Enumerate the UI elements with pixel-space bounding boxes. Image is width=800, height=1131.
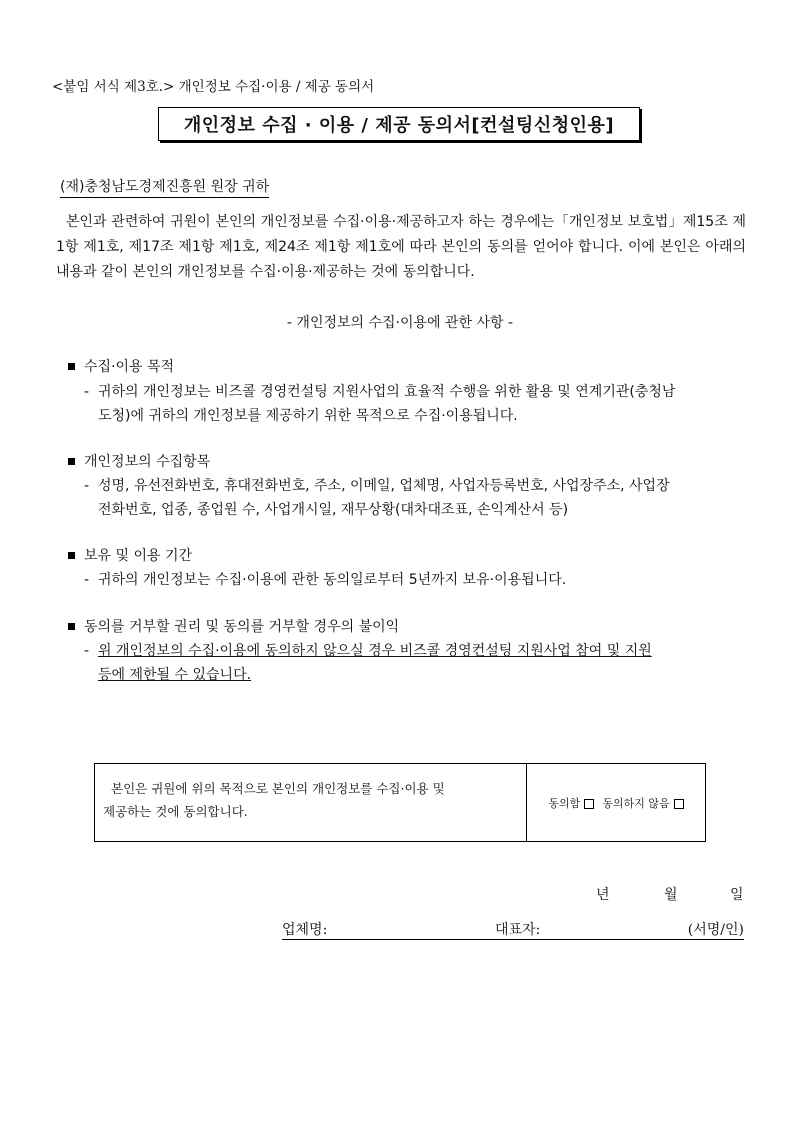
section-heading-items: [68, 451, 210, 471]
intro-paragraph: 본인과 관련하여 귀원이 본인의 개인정보를 수집·이용·제공하고자 하는 경우에는「개인정보 보호법」제15조 제1항 제1호, 제17조 제1항 제1호, 제24조 제1항 제1호에 따라 본인의 동의를 얻어야 합니다. 이에 본인은 아래의 내용과 같이 본인의 개인정보를 수집·이용·제공하는 것에 동의합니다.: [56, 214, 746, 280]
form-reference: <붙임 서식 제3호.> 개인정보 수집·이용 / 제공 동의서: [52, 79, 375, 95]
signature-seal-label: (서명/인): [687, 922, 744, 938]
dash-marker: -: [84, 478, 90, 494]
square-bullet-icon: [68, 363, 75, 370]
date-day: 일: [730, 887, 744, 903]
disagree-label: 동의하지 않음: [602, 796, 670, 810]
section-heading-text: 개인정보의 수집항목: [84, 454, 211, 470]
dash-marker: -: [84, 643, 90, 659]
representative-label: 대표자:: [495, 922, 541, 938]
section-heading-purpose: [68, 356, 174, 376]
dash-marker: -: [84, 384, 90, 400]
section-heading-text: 보유 및 이용 기간: [84, 548, 193, 564]
agree-option[interactable]: [548, 795, 594, 811]
section-body-refusal: [84, 639, 744, 687]
date-month: 월: [664, 887, 678, 903]
section-heading-text: 수집·이용 목적: [84, 359, 175, 375]
section-text-line1: 위 개인정보의 수집·이용에 동의하지 않으실 경우 비즈콜 경영컨설팅 지원사업 참여 및 지원: [98, 643, 652, 659]
square-bullet-icon: [68, 623, 75, 630]
section-text-line1: 귀하의 개인정보는 수집·이용에 관한 동의일로부터 5년까지 보유·이용됩니다.: [98, 572, 567, 588]
agree-label: 동의함: [548, 796, 581, 810]
addressee: (재)충청남도경제진흥원 원장 귀하: [60, 176, 269, 198]
company-label: 업체명:: [282, 922, 328, 938]
consent-options: [527, 764, 705, 841]
document-title: 개인정보 수집 · 이용 / 제공 동의서[컨설팅신청인용]: [158, 107, 640, 141]
section-body-line: [84, 380, 744, 404]
section-body-purpose: [84, 380, 744, 428]
section-body-items: [84, 474, 744, 522]
section-text-line2: 도청)에 귀하의 개인정보를 제공하기 위한 목적으로 수집·이용됩니다.: [98, 408, 518, 424]
agree-checkbox[interactable]: [584, 799, 594, 809]
section-text-line1: 성명, 유선전화번호, 휴대전화번호, 주소, 이메일, 업체명, 사업자등록번호, 사업장주소, 사업장: [98, 478, 670, 494]
section-body-retention: [84, 568, 744, 592]
square-bullet-icon: [68, 458, 75, 465]
disagree-checkbox[interactable]: [674, 799, 684, 809]
dash-marker: -: [84, 572, 90, 588]
consent-text-line2: 제공하는 것에 동의합니다.: [103, 804, 248, 819]
consent-text-line1: 본인은 귀원에 위의 목적으로 본인의 개인정보를 수집·이용 및: [111, 781, 445, 796]
consent-statement: [95, 764, 527, 841]
section-text-line1: 귀하의 개인정보는 비즈콜 경영컨설팅 지원사업의 효율적 수행을 위한 활용 및 연계기관(충청남: [98, 384, 676, 400]
section-body-line: [84, 474, 744, 498]
section-heading-refusal: [68, 616, 399, 636]
section-heading-retention: [68, 545, 192, 565]
section-subtitle: - 개인정보의 수집·이용에 관한 사항 -: [286, 315, 514, 331]
square-bullet-icon: [68, 552, 75, 559]
section-body-line: [84, 639, 744, 663]
disagree-option[interactable]: [602, 795, 683, 811]
section-heading-text: 동의를 거부할 권리 및 동의를 거부할 경우의 불이익: [84, 619, 400, 635]
consent-box: [94, 763, 706, 842]
section-text-line2: 전화번호, 업종, 종업원 수, 사업개시일, 재무상황(대차대조표, 손익계산서 등): [98, 502, 569, 518]
signature-line: [282, 919, 744, 940]
section-text-line2: 등에 제한될 수 있습니다.: [98, 667, 252, 683]
date-year: 년: [596, 887, 610, 903]
section-body-line: [84, 568, 744, 592]
section-text-line2-wrap: [84, 663, 744, 687]
